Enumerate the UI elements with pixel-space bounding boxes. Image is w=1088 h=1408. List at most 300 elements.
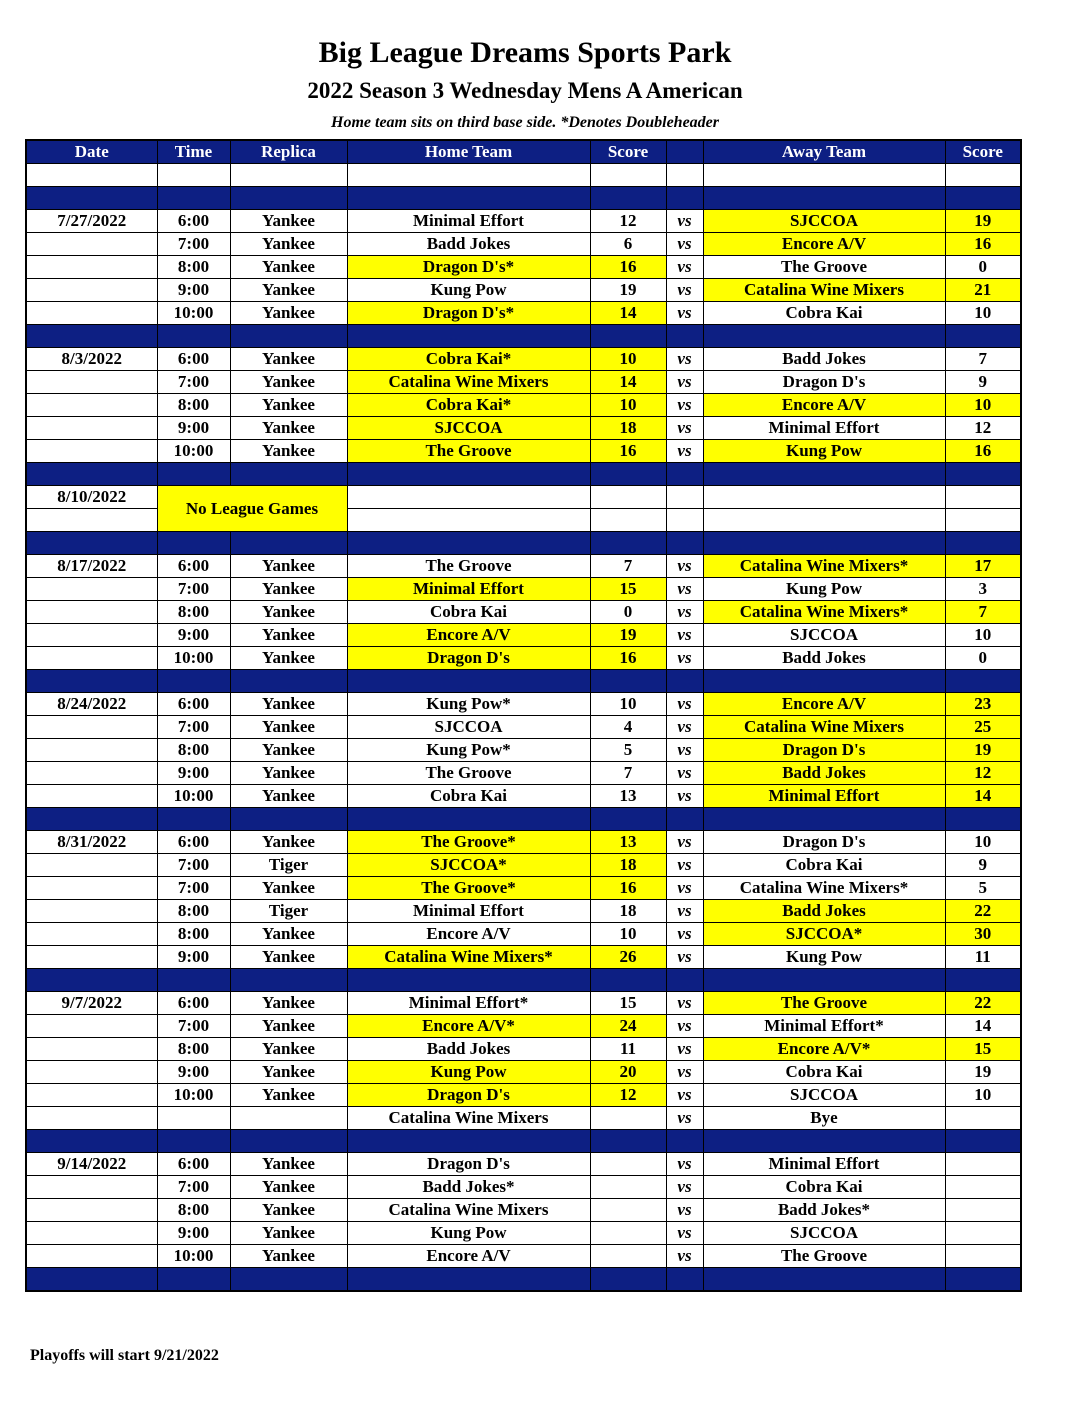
- empty-cell: [26, 187, 157, 210]
- empty-cell: [945, 1268, 1021, 1292]
- time-cell: 7:00: [157, 578, 230, 601]
- empty-cell: [230, 325, 347, 348]
- away-score-cell: 15: [945, 1038, 1021, 1061]
- empty-cell: [347, 532, 590, 555]
- away-team-cell: Cobra Kai: [703, 302, 945, 325]
- home-score-cell: 10: [590, 693, 666, 716]
- empty-cell: [945, 325, 1021, 348]
- away-team-cell: Kung Pow: [703, 578, 945, 601]
- date-cell: [26, 601, 157, 624]
- replica-cell: Yankee: [230, 302, 347, 325]
- home-score-cell: 7: [590, 555, 666, 578]
- home-score-cell: 12: [590, 1084, 666, 1107]
- time-cell: 7:00: [157, 877, 230, 900]
- replica-cell: Tiger: [230, 900, 347, 923]
- separator-row: [26, 808, 1021, 831]
- home-team-cell: Kung Pow*: [347, 739, 590, 762]
- col-header-vs: [666, 140, 703, 164]
- blank-row: [26, 164, 1021, 187]
- date-cell: [26, 647, 157, 670]
- time-cell: 7:00: [157, 233, 230, 256]
- date-cell: [26, 1176, 157, 1199]
- time-cell: 7:00: [157, 1015, 230, 1038]
- home-team-cell: SJCCOA*: [347, 854, 590, 877]
- away-score-cell: 16: [945, 440, 1021, 463]
- table-row: [26, 1038, 1021, 1061]
- table-row: [26, 923, 1021, 946]
- table-row: [26, 371, 1021, 394]
- home-score-cell: 13: [590, 785, 666, 808]
- empty-cell: [590, 187, 666, 210]
- home-team-cell: The Groove: [347, 555, 590, 578]
- away-score-cell: [945, 1199, 1021, 1222]
- home-score-cell: [590, 1107, 666, 1130]
- empty-cell: [230, 670, 347, 693]
- date-cell: [26, 1199, 157, 1222]
- empty-cell: [945, 532, 1021, 555]
- home-score-cell: 16: [590, 440, 666, 463]
- home-score-cell: 15: [590, 578, 666, 601]
- empty-cell: [590, 509, 666, 532]
- empty-cell: [590, 325, 666, 348]
- date-cell: [26, 1084, 157, 1107]
- empty-cell: [230, 532, 347, 555]
- time-cell: [157, 1107, 230, 1130]
- time-cell: 7:00: [157, 854, 230, 877]
- home-team-cell: Minimal Effort: [347, 210, 590, 233]
- home-team-cell: Minimal Effort: [347, 578, 590, 601]
- table-row: [26, 440, 1021, 463]
- home-team-cell: The Groove: [347, 440, 590, 463]
- replica-cell: Yankee: [230, 1199, 347, 1222]
- home-team-cell: Catalina Wine Mixers*: [347, 946, 590, 969]
- away-score-cell: 14: [945, 1015, 1021, 1038]
- vs-cell: vs: [666, 1038, 703, 1061]
- replica-cell: Yankee: [230, 739, 347, 762]
- away-score-cell: 3: [945, 578, 1021, 601]
- vs-cell: vs: [666, 1199, 703, 1222]
- time-cell: 9:00: [157, 946, 230, 969]
- empty-cell: [347, 187, 590, 210]
- empty-cell: [26, 463, 157, 486]
- away-score-cell: 10: [945, 831, 1021, 854]
- empty-cell: [590, 463, 666, 486]
- vs-cell: vs: [666, 624, 703, 647]
- vs-cell: vs: [666, 739, 703, 762]
- empty-cell: [703, 325, 945, 348]
- table-row: [26, 279, 1021, 302]
- table-row: [26, 1176, 1021, 1199]
- empty-cell: [945, 808, 1021, 831]
- empty-cell: [157, 164, 230, 187]
- replica-cell: Yankee: [230, 923, 347, 946]
- time-cell: 8:00: [157, 923, 230, 946]
- replica-cell: Yankee: [230, 348, 347, 371]
- away-score-cell: 30: [945, 923, 1021, 946]
- away-score-cell: 7: [945, 601, 1021, 624]
- vs-cell: vs: [666, 877, 703, 900]
- vs-cell: vs: [666, 693, 703, 716]
- time-cell: 6:00: [157, 1153, 230, 1176]
- time-cell: 6:00: [157, 831, 230, 854]
- date-cell: [26, 302, 157, 325]
- separator-row: [26, 969, 1021, 992]
- date-cell: [26, 624, 157, 647]
- home-score-cell: 5: [590, 739, 666, 762]
- replica-cell: Yankee: [230, 647, 347, 670]
- home-team-cell: Encore A/V: [347, 923, 590, 946]
- no-games-cell: No League Games: [157, 486, 347, 532]
- empty-cell: [703, 1268, 945, 1292]
- empty-cell: [703, 1130, 945, 1153]
- home-score-cell: 14: [590, 371, 666, 394]
- empty-cell: [945, 486, 1021, 509]
- empty-cell: [945, 509, 1021, 532]
- home-team-cell: Catalina Wine Mixers: [347, 1107, 590, 1130]
- empty-cell: [703, 164, 945, 187]
- home-score-cell: 18: [590, 417, 666, 440]
- vs-cell: vs: [666, 1153, 703, 1176]
- date-cell: [26, 417, 157, 440]
- date-cell: [26, 1061, 157, 1084]
- replica-cell: Yankee: [230, 831, 347, 854]
- away-team-cell: Catalina Wine Mixers*: [703, 877, 945, 900]
- table-row: [26, 785, 1021, 808]
- empty-cell: [666, 1268, 703, 1292]
- home-team-cell: Badd Jokes: [347, 1038, 590, 1061]
- time-cell: 6:00: [157, 210, 230, 233]
- vs-cell: vs: [666, 1015, 703, 1038]
- date-cell: [26, 762, 157, 785]
- vs-cell: vs: [666, 233, 703, 256]
- empty-cell: [666, 325, 703, 348]
- empty-cell: [945, 670, 1021, 693]
- replica-cell: Yankee: [230, 210, 347, 233]
- away-score-cell: 9: [945, 854, 1021, 877]
- empty-cell: [26, 325, 157, 348]
- replica-cell: Yankee: [230, 1084, 347, 1107]
- date-cell: [26, 1038, 157, 1061]
- replica-cell: Yankee: [230, 1153, 347, 1176]
- table-row: [26, 900, 1021, 923]
- time-cell: 9:00: [157, 1222, 230, 1245]
- empty-cell: [230, 969, 347, 992]
- time-cell: 8:00: [157, 601, 230, 624]
- empty-cell: [26, 532, 157, 555]
- time-cell: 10:00: [157, 1245, 230, 1268]
- vs-cell: vs: [666, 716, 703, 739]
- empty-cell: [703, 463, 945, 486]
- replica-cell: Yankee: [230, 256, 347, 279]
- date-cell: 8/10/2022: [26, 486, 157, 509]
- away-team-cell: Catalina Wine Mixers: [703, 716, 945, 739]
- empty-cell: [157, 325, 230, 348]
- time-cell: 10:00: [157, 302, 230, 325]
- empty-cell: [590, 1268, 666, 1292]
- table-row: [26, 210, 1021, 233]
- away-team-cell: Badd Jokes: [703, 647, 945, 670]
- table-row: [26, 739, 1021, 762]
- table-row: [26, 601, 1021, 624]
- empty-cell: [666, 509, 703, 532]
- home-team-cell: Dragon D's: [347, 1084, 590, 1107]
- away-team-cell: Badd Jokes: [703, 348, 945, 371]
- col-header-away-score: Score: [945, 140, 1021, 164]
- date-cell: 8/3/2022: [26, 348, 157, 371]
- date-cell: [26, 279, 157, 302]
- col-header-replica: Replica: [230, 140, 347, 164]
- empty-cell: [703, 670, 945, 693]
- home-team-cell: Encore A/V*: [347, 1015, 590, 1038]
- empty-cell: [347, 325, 590, 348]
- time-cell: 10:00: [157, 647, 230, 670]
- home-score-cell: [590, 1245, 666, 1268]
- empty-cell: [590, 670, 666, 693]
- table-row: [26, 1015, 1021, 1038]
- away-team-cell: Catalina Wine Mixers*: [703, 555, 945, 578]
- empty-cell: [703, 509, 945, 532]
- empty-cell: [230, 187, 347, 210]
- vs-cell: vs: [666, 601, 703, 624]
- home-team-cell: Dragon D's: [347, 1153, 590, 1176]
- table-row: [26, 854, 1021, 877]
- vs-cell: vs: [666, 578, 703, 601]
- away-score-cell: 10: [945, 302, 1021, 325]
- replica-cell: Yankee: [230, 578, 347, 601]
- away-score-cell: 21: [945, 279, 1021, 302]
- home-team-cell: The Groove*: [347, 877, 590, 900]
- away-team-cell: Catalina Wine Mixers: [703, 279, 945, 302]
- away-score-cell: [945, 1107, 1021, 1130]
- separator-row: [26, 463, 1021, 486]
- away-score-cell: 25: [945, 716, 1021, 739]
- away-team-cell: The Groove: [703, 256, 945, 279]
- replica-cell: Yankee: [230, 693, 347, 716]
- empty-cell: [666, 164, 703, 187]
- away-team-cell: Badd Jokes*: [703, 1199, 945, 1222]
- home-score-cell: 11: [590, 1038, 666, 1061]
- empty-cell: [347, 670, 590, 693]
- away-team-cell: Encore A/V: [703, 233, 945, 256]
- empty-cell: [230, 808, 347, 831]
- empty-cell: [590, 808, 666, 831]
- date-cell: [26, 1245, 157, 1268]
- date-cell: [26, 1015, 157, 1038]
- date-cell: [26, 946, 157, 969]
- home-score-cell: 10: [590, 348, 666, 371]
- table-row: [26, 486, 1021, 509]
- date-cell: [26, 900, 157, 923]
- table-row: [26, 877, 1021, 900]
- replica-cell: Yankee: [230, 233, 347, 256]
- empty-cell: [347, 969, 590, 992]
- table-row: [26, 1245, 1021, 1268]
- away-score-cell: 10: [945, 394, 1021, 417]
- away-score-cell: 10: [945, 624, 1021, 647]
- time-cell: 10:00: [157, 440, 230, 463]
- away-score-cell: 19: [945, 739, 1021, 762]
- replica-cell: Yankee: [230, 877, 347, 900]
- page-note: Home team sits on third base side. *Denotes Doubleheader: [331, 114, 719, 131]
- table-row: [26, 417, 1021, 440]
- table-row: [26, 624, 1021, 647]
- replica-cell: [230, 1107, 347, 1130]
- empty-cell: [347, 463, 590, 486]
- replica-cell: Yankee: [230, 1245, 347, 1268]
- empty-cell: [590, 969, 666, 992]
- replica-cell: Yankee: [230, 624, 347, 647]
- away-score-cell: 14: [945, 785, 1021, 808]
- empty-cell: [230, 1130, 347, 1153]
- date-cell: [26, 233, 157, 256]
- home-team-cell: Cobra Kai: [347, 601, 590, 624]
- vs-cell: vs: [666, 854, 703, 877]
- home-score-cell: 16: [590, 877, 666, 900]
- away-score-cell: 19: [945, 1061, 1021, 1084]
- empty-cell: [590, 164, 666, 187]
- empty-cell: [703, 187, 945, 210]
- empty-cell: [347, 1268, 590, 1292]
- replica-cell: Yankee: [230, 601, 347, 624]
- date-cell: 8/31/2022: [26, 831, 157, 854]
- home-team-cell: The Groove: [347, 762, 590, 785]
- home-team-cell: Encore A/V: [347, 624, 590, 647]
- away-team-cell: Minimal Effort: [703, 1153, 945, 1176]
- time-cell: 9:00: [157, 624, 230, 647]
- away-score-cell: 10: [945, 1084, 1021, 1107]
- empty-cell: [157, 187, 230, 210]
- away-score-cell: [945, 1176, 1021, 1199]
- away-score-cell: 7: [945, 348, 1021, 371]
- replica-cell: Yankee: [230, 371, 347, 394]
- home-score-cell: 20: [590, 1061, 666, 1084]
- date-cell: 8/24/2022: [26, 693, 157, 716]
- time-cell: 8:00: [157, 739, 230, 762]
- home-score-cell: 24: [590, 1015, 666, 1038]
- empty-cell: [703, 532, 945, 555]
- table-row: [26, 1153, 1021, 1176]
- away-score-cell: 23: [945, 693, 1021, 716]
- replica-cell: Yankee: [230, 440, 347, 463]
- empty-cell: [945, 164, 1021, 187]
- replica-cell: Yankee: [230, 417, 347, 440]
- home-score-cell: 14: [590, 302, 666, 325]
- empty-cell: [347, 486, 590, 509]
- vs-cell: vs: [666, 417, 703, 440]
- away-team-cell: Bye: [703, 1107, 945, 1130]
- away-team-cell: Encore A/V*: [703, 1038, 945, 1061]
- time-cell: 10:00: [157, 785, 230, 808]
- empty-cell: [26, 164, 157, 187]
- date-cell: [26, 440, 157, 463]
- date-cell: [26, 739, 157, 762]
- vs-cell: vs: [666, 785, 703, 808]
- vs-cell: vs: [666, 1107, 703, 1130]
- date-cell: [26, 394, 157, 417]
- home-score-cell: 19: [590, 279, 666, 302]
- home-score-cell: 18: [590, 854, 666, 877]
- time-cell: 9:00: [157, 1061, 230, 1084]
- away-team-cell: The Groove: [703, 1245, 945, 1268]
- date-cell: [26, 578, 157, 601]
- table-row: [26, 555, 1021, 578]
- empty-cell: [347, 164, 590, 187]
- away-team-cell: Encore A/V: [703, 394, 945, 417]
- vs-cell: vs: [666, 394, 703, 417]
- away-score-cell: 17: [945, 555, 1021, 578]
- empty-cell: [230, 463, 347, 486]
- vs-cell: vs: [666, 900, 703, 923]
- date-cell: [26, 785, 157, 808]
- empty-cell: [666, 486, 703, 509]
- home-team-cell: Kung Pow*: [347, 693, 590, 716]
- schedule-body: [26, 164, 1021, 1292]
- vs-cell: vs: [666, 348, 703, 371]
- col-header-home-score: Score: [590, 140, 666, 164]
- home-score-cell: 26: [590, 946, 666, 969]
- home-score-cell: 18: [590, 900, 666, 923]
- away-team-cell: Minimal Effort: [703, 417, 945, 440]
- away-score-cell: 0: [945, 647, 1021, 670]
- replica-cell: Tiger: [230, 854, 347, 877]
- empty-cell: [703, 969, 945, 992]
- vs-cell: vs: [666, 1176, 703, 1199]
- replica-cell: Yankee: [230, 785, 347, 808]
- home-score-cell: [590, 1222, 666, 1245]
- empty-cell: [26, 1130, 157, 1153]
- separator-row: [26, 187, 1021, 210]
- date-cell: [26, 923, 157, 946]
- vs-cell: vs: [666, 946, 703, 969]
- away-team-cell: Minimal Effort: [703, 785, 945, 808]
- home-score-cell: 13: [590, 831, 666, 854]
- empty-cell: [26, 1268, 157, 1292]
- home-score-cell: 12: [590, 210, 666, 233]
- date-cell: [26, 1222, 157, 1245]
- header-row: [26, 140, 1021, 164]
- table-row: [26, 256, 1021, 279]
- date-cell: [26, 877, 157, 900]
- date-cell: 8/17/2022: [26, 555, 157, 578]
- away-score-cell: 22: [945, 900, 1021, 923]
- time-cell: 8:00: [157, 256, 230, 279]
- away-score-cell: 16: [945, 233, 1021, 256]
- date-cell: [26, 716, 157, 739]
- replica-cell: Yankee: [230, 394, 347, 417]
- time-cell: 8:00: [157, 900, 230, 923]
- home-team-cell: Encore A/V: [347, 1245, 590, 1268]
- empty-cell: [26, 969, 157, 992]
- replica-cell: Yankee: [230, 1222, 347, 1245]
- col-header-away-team: Away Team: [703, 140, 945, 164]
- vs-cell: vs: [666, 279, 703, 302]
- vs-cell: vs: [666, 1061, 703, 1084]
- replica-cell: Yankee: [230, 762, 347, 785]
- time-cell: 7:00: [157, 1176, 230, 1199]
- away-team-cell: Encore A/V: [703, 693, 945, 716]
- empty-cell: [157, 808, 230, 831]
- home-score-cell: 4: [590, 716, 666, 739]
- separator-row: [26, 325, 1021, 348]
- home-team-cell: Cobra Kai*: [347, 348, 590, 371]
- empty-cell: [945, 1130, 1021, 1153]
- table-row: [26, 1084, 1021, 1107]
- table-row: [26, 716, 1021, 739]
- table-row: [26, 693, 1021, 716]
- date-cell: 9/7/2022: [26, 992, 157, 1015]
- vs-cell: vs: [666, 1245, 703, 1268]
- table-row: [26, 233, 1021, 256]
